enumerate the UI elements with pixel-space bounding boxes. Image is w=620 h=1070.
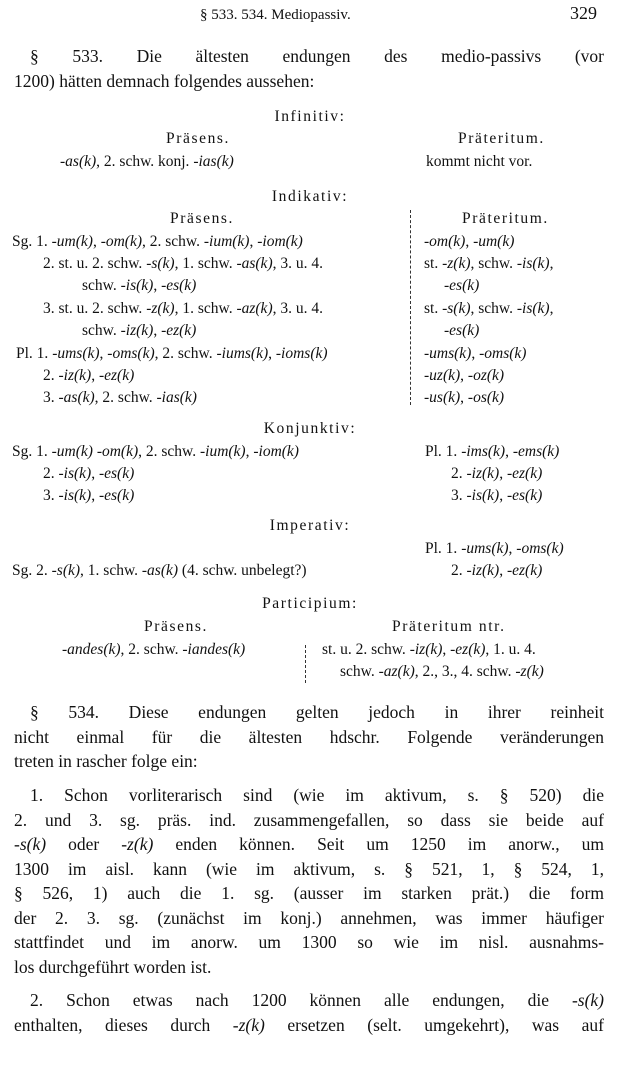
- ending-form: -iz(k): [120, 322, 154, 339]
- text-segment: ,: [465, 233, 474, 250]
- ending-form: -z(k): [146, 300, 175, 317]
- paragraph-533-line: [30, 45, 604, 67]
- ending-form: -s(k): [146, 255, 175, 272]
- running-title: § 533. 534. Mediopassiv.: [200, 7, 351, 23]
- text-segment: , 3. u. 4.: [272, 300, 323, 317]
- text-segment: schw.: [340, 663, 379, 680]
- text-segment: 2.: [43, 465, 59, 482]
- text-segment: Pl. 1.: [425, 540, 462, 557]
- ending-form: -os(k): [467, 389, 505, 406]
- item-2-line: [30, 989, 604, 1011]
- text-segment: ,: [153, 277, 162, 294]
- ending-form: -uz(k): [424, 367, 461, 384]
- ending-form: -es(k): [506, 487, 543, 504]
- ending-form: -is(k): [58, 487, 92, 504]
- subheading-praeteritum-ntr: Präteritum ntr.: [392, 618, 506, 635]
- text-segment: , schw.: [470, 255, 517, 272]
- ending-form: -iom(k): [253, 443, 299, 460]
- text-segment: ,: [91, 487, 99, 504]
- infinitiv-praesens-forms: [60, 151, 234, 173]
- text-segment: 2. st. u. 2. schw.: [43, 255, 147, 272]
- imperativ-pl-row: [451, 560, 542, 582]
- ending-form: -iandes(k): [182, 641, 246, 658]
- konjunktiv-sg-row: [12, 441, 299, 463]
- text-segment: ,: [92, 233, 101, 250]
- text-segment: ,: [508, 540, 517, 557]
- text-segment: , 3. u. 4.: [272, 255, 323, 272]
- ending-form: -ims(k): [461, 443, 506, 460]
- ending-form: -ias(k): [193, 153, 234, 170]
- text-segment: 3.: [43, 389, 59, 406]
- subheading-praesens: Präsens.: [166, 130, 231, 147]
- text-segment: ,: [499, 562, 507, 579]
- ending-form: -ez(k): [506, 465, 543, 482]
- ending-form: -ez(k): [506, 562, 543, 579]
- ending-form: -is(k): [120, 277, 154, 294]
- indikativ-praesens-row: [16, 343, 328, 365]
- indikativ-praesens-row: [43, 365, 134, 387]
- text-segment: Pl. 1.: [16, 345, 53, 362]
- ending-form: -s(k): [14, 834, 47, 854]
- ending-form: -om(k): [100, 233, 142, 250]
- text-segment: Pl. 1.: [425, 443, 462, 460]
- text-segment: ,: [91, 465, 99, 482]
- indikativ-praeteritum-row: [424, 253, 553, 275]
- text-segment: Sg. 2.: [12, 562, 52, 579]
- text-segment: 2.: [451, 562, 467, 579]
- text-segment: Sg. 1.: [12, 443, 52, 460]
- ending-form: -oms(k): [107, 345, 155, 362]
- text-segment: ,: [471, 345, 480, 362]
- text-segment: st.: [424, 255, 443, 272]
- ending-form: -es(k): [98, 487, 135, 504]
- text-segment: nicht einmal für die ältesten hdschr. Folgende veränderungen: [14, 727, 604, 747]
- text-segment: ,: [91, 367, 99, 384]
- text-segment: 2.: [43, 367, 59, 384]
- ending-form: -z(k): [515, 663, 544, 680]
- konjunktiv-pl-row: [451, 463, 542, 485]
- participium-praeteritum-row: [340, 661, 544, 683]
- ending-form: -as(k): [236, 255, 273, 272]
- text-segment: ,: [249, 233, 258, 250]
- ending-form: -um(k): [51, 443, 93, 460]
- text-segment: , 1. u. 4.: [485, 641, 536, 658]
- subheading-praesens: Präsens.: [144, 618, 209, 635]
- text-segment: , 2. schw.: [142, 233, 204, 250]
- ending-form: -ez(k): [161, 322, 197, 339]
- text-segment: 1200) hätten demnach folgendes aussehen:: [14, 71, 315, 91]
- text-segment: st. u. 2. schw.: [322, 641, 410, 658]
- ending-form: -z(k): [232, 1015, 265, 1035]
- ending-form: -s(k): [442, 300, 471, 317]
- ending-form: -z(k): [121, 834, 154, 854]
- indikativ-praesens-row: [82, 320, 196, 342]
- ending-form: -ums(k): [52, 345, 100, 362]
- ending-form: -es(k): [161, 277, 197, 294]
- ending-form: -es(k): [444, 277, 480, 294]
- text-segment: , schw.: [470, 300, 517, 317]
- text-segment: ,: [268, 345, 276, 362]
- item-2-line: [14, 1014, 604, 1036]
- ending-form: -oms(k): [479, 345, 527, 362]
- ending-form: -as(k): [60, 153, 97, 170]
- section-heading-participium: Participium:: [262, 595, 358, 612]
- subheading-praesens: Präsens.: [170, 210, 235, 227]
- text-segment: 3. st. u. 2. schw.: [43, 300, 147, 317]
- ending-form: -is(k): [516, 255, 550, 272]
- subheading-praeteritum: Präteritum.: [458, 130, 545, 147]
- text-segment: 1300 im aisl. kann (wie im aktivum, s. § 521, 1, § 524, 1,: [14, 859, 604, 879]
- ending-form: -ums(k): [461, 540, 509, 557]
- text-segment: der 2. 3. sg. (zunächst im konj.) annehmen, was immer häufiger: [14, 908, 604, 928]
- text-segment: stattfindet und im anorw. um 1300 so wie im nisl. ausnahms-: [14, 932, 604, 952]
- indikativ-praesens-row: [12, 231, 303, 253]
- ending-form: -iom(k): [257, 233, 303, 250]
- item-1-line: [14, 956, 211, 978]
- text-segment: treten in rascher folge ein:: [14, 751, 198, 771]
- ending-form: -z(k): [442, 255, 471, 272]
- text-segment: 2. Schon etwas nach 1200 können alle endungen, die: [30, 990, 572, 1010]
- text-segment: 3.: [451, 487, 467, 504]
- ending-form: -iz(k): [466, 562, 500, 579]
- paragraph-534-line: [14, 750, 198, 772]
- text-segment: , 1. schw.: [174, 255, 237, 272]
- section-heading-imperativ: Imperativ:: [269, 517, 351, 534]
- indikativ-praesens-row: [43, 253, 323, 275]
- column-divider: [410, 210, 411, 405]
- participium-praeteritum-row: [322, 639, 536, 661]
- ending-form: -um(k): [473, 233, 515, 250]
- section-heading-infinitiv: Infinitiv:: [274, 108, 346, 125]
- text-segment: 1. Schon vorliterarisch sind (wie im aktivum, s. § 520) die: [30, 785, 604, 805]
- konjunktiv-pl-row: [425, 441, 559, 463]
- ending-form: -oz(k): [467, 367, 505, 384]
- text-segment: 3.: [43, 487, 59, 504]
- ending-form: -om(k): [96, 443, 139, 460]
- indikativ-praeteritum-row: [424, 343, 526, 365]
- indikativ-praeteritum-row: [424, 231, 514, 253]
- text-segment: ,: [499, 465, 507, 482]
- ending-form: -ez(k): [98, 367, 135, 384]
- item-1-line: [14, 858, 604, 880]
- indikativ-praeteritum-row: [444, 275, 479, 297]
- text-segment: 2.: [451, 465, 467, 482]
- text-segment: enthalten, dieses durch: [14, 1015, 233, 1035]
- section-heading-konjunktiv: Konjunktiv:: [263, 420, 357, 437]
- paragraph-534-line: [30, 701, 604, 723]
- text-segment: ,: [460, 367, 468, 384]
- participium-praesens-forms: [62, 639, 245, 661]
- ending-form: -ioms(k): [275, 345, 328, 362]
- text-segment: enden können. Seit um 1250 im anorw., um: [153, 834, 604, 854]
- text-segment: schw.: [82, 322, 121, 339]
- ending-form: -s(k): [571, 990, 604, 1010]
- ending-form: -iz(k): [58, 367, 92, 384]
- item-1-line: [14, 907, 604, 929]
- ending-form: -ez(k): [450, 641, 486, 658]
- item-1-line: [14, 882, 604, 904]
- ending-form: -iz(k): [409, 641, 443, 658]
- konjunktiv-sg-row: [43, 485, 134, 507]
- paragraph-533-line: [14, 70, 314, 92]
- ending-form: -s(k): [51, 562, 81, 579]
- text-segment: los durchgeführt worden ist.: [14, 957, 212, 977]
- imperativ-sg-row: [12, 560, 307, 582]
- ending-form: -us(k): [424, 389, 461, 406]
- text-segment: , 1. schw.: [80, 562, 142, 579]
- text-segment: ,: [505, 443, 513, 460]
- ending-form: -iz(k): [466, 465, 500, 482]
- text-segment: ,: [442, 641, 451, 658]
- indikativ-praeteritum-row: [424, 387, 504, 409]
- ending-form: -um(k): [51, 233, 93, 250]
- item-1-line: [30, 784, 604, 806]
- text-segment: § 534. Diese endungen gelten jedoch in ihrer reinheit: [30, 702, 604, 722]
- text-segment: , 2. schw.: [94, 389, 157, 406]
- text-segment: , 1. schw.: [174, 300, 237, 317]
- section-heading-indikativ: Indikativ:: [271, 188, 349, 205]
- konjunktiv-pl-row: [451, 485, 542, 507]
- text-segment: ,: [460, 389, 468, 406]
- text-segment: , 2. schw.: [138, 443, 200, 460]
- text-segment: 2. und 3. sg. präs. ind. zusammengefallen, so dass sie beide auf: [14, 810, 604, 830]
- text-segment: kommt nicht vor.: [426, 153, 533, 170]
- konjunktiv-sg-row: [43, 463, 134, 485]
- text-segment: § 526, 1) auch die 1. sg. (ausser im starken prät.) die form: [14, 883, 604, 903]
- ending-form: -az(k): [236, 300, 273, 317]
- item-1-line: [14, 833, 604, 855]
- text-segment: , 2. schw.: [120, 641, 183, 658]
- text-segment: , 2. schw.: [154, 345, 217, 362]
- indikativ-praeteritum-row: [424, 298, 553, 320]
- ending-form: -as(k): [58, 389, 95, 406]
- column-divider: [305, 645, 306, 683]
- text-segment: ,: [99, 345, 108, 362]
- text-segment: ersetzen (selt. umgekehrt), was auf: [264, 1015, 604, 1035]
- paragraph-534-line: [14, 726, 604, 748]
- infinitiv-praeteritum-forms: [426, 151, 532, 173]
- ending-form: -is(k): [58, 465, 92, 482]
- ending-form: -ums(k): [424, 345, 472, 362]
- ending-form: -oms(k): [516, 540, 564, 557]
- ending-form: -as(k): [141, 562, 179, 579]
- ending-form: -ium(k): [199, 443, 246, 460]
- ending-form: -iums(k): [216, 345, 269, 362]
- indikativ-praeteritum-row: [444, 320, 479, 342]
- item-1-line: [14, 931, 604, 953]
- ending-form: -is(k): [466, 487, 500, 504]
- text-segment: § 533. Die ältesten endungen des medio-passivs (vor: [30, 46, 604, 66]
- ending-form: -is(k): [516, 300, 550, 317]
- text-segment: schw.: [82, 277, 121, 294]
- item-1-line: [14, 809, 604, 831]
- ending-form: -ias(k): [156, 389, 197, 406]
- ending-form: -es(k): [98, 465, 135, 482]
- ending-form: -ium(k): [203, 233, 250, 250]
- indikativ-praesens-row: [43, 387, 197, 409]
- ending-form: -es(k): [444, 322, 480, 339]
- indikativ-praesens-row: [82, 275, 196, 297]
- text-segment: ,: [245, 443, 254, 460]
- subheading-praeteritum: Präteritum.: [462, 210, 549, 227]
- imperativ-pl-row: [425, 538, 564, 560]
- text-segment: ,: [153, 322, 162, 339]
- text-segment: (4. schw. unbelegt?): [178, 562, 307, 579]
- text-segment: ,: [549, 255, 554, 272]
- ending-form: -az(k): [378, 663, 415, 680]
- page-number: 329: [570, 3, 597, 23]
- text-segment: , 2., 3., 4. schw.: [414, 663, 516, 680]
- text-segment: ,: [499, 487, 507, 504]
- ending-form: -ems(k): [512, 443, 560, 460]
- indikativ-praesens-row: [43, 298, 323, 320]
- text-segment: , 2. schw. konj.: [96, 153, 194, 170]
- indikativ-praeteritum-row: [424, 365, 504, 387]
- text-segment: ,: [549, 300, 554, 317]
- ending-form: -om(k): [424, 233, 466, 250]
- text-segment: st.: [424, 300, 443, 317]
- text-segment: Sg. 1.: [12, 233, 52, 250]
- ending-form: -andes(k): [62, 641, 121, 658]
- text-segment: oder: [46, 834, 122, 854]
